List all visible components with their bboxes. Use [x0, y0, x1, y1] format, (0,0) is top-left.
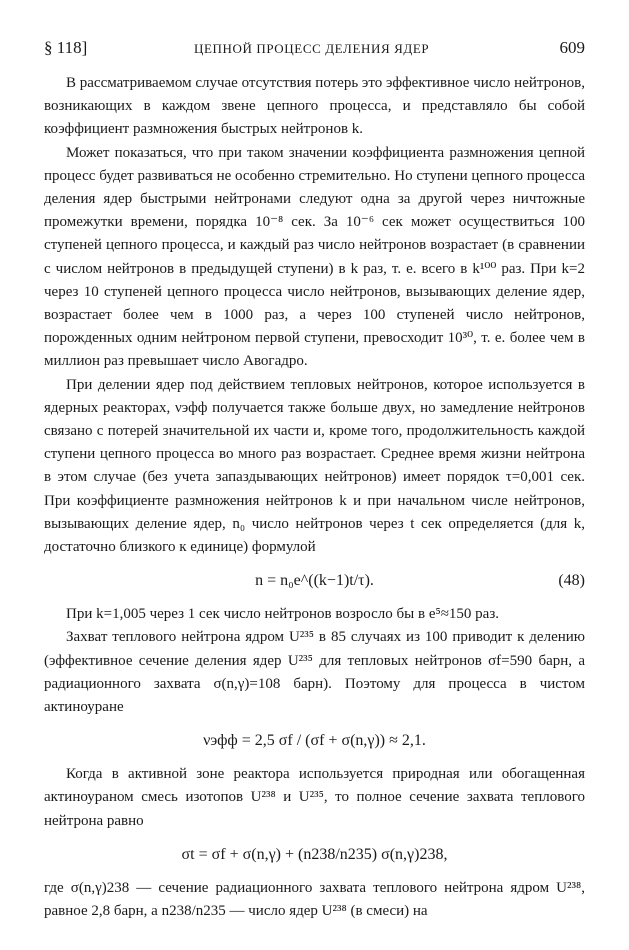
paragraph-6: Когда в активной зоне реактора используется природная или обогащенная актиноураном смесь изотопов U²³⁸ и U²³⁵, то полное сечение захвата теплового нейтрона равно	[44, 766, 585, 829]
formula-48-number: (48)	[558, 572, 585, 590]
page-number: 609	[559, 38, 585, 57]
formula-48-expression: n = n₀e^((k−1)t/τ).	[255, 572, 374, 590]
paragraph-4: При k=1,005 через 1 сек число нейтронов возросло бы в e⁵≈150 раз.	[66, 606, 500, 623]
paragraph-7: где σ(n,γ)238 — сечение радиационного захвата теплового нейтрона ядром U²³⁸, равное 2,8 барн, а n238/n235 — число ядер U²³⁸ (в смеси) на	[44, 879, 585, 920]
running-title: ЦЕПНОЙ ПРОЦЕСС ДЕЛЕНИЯ ЯДЕР	[194, 41, 430, 56]
formula-nu-eff	[44, 719, 585, 763]
section-number: § 118]	[44, 38, 88, 57]
running-header	[44, 38, 585, 68]
paragraph-1: В рассматриваемом случае отсутствия потерь это эффективное число нейтронов, возникающих в каждом звене цепного процесса, и представляло бы собой коэффициент размножения быстрых нейтронов k.	[44, 75, 585, 138]
paragraph-2: Может показаться, что при таком значении коэффициента размножения цепной процесс будет развиваться не особенно стремительно. Но ступени цепного процесса деления ядер быстрыми нейтронами следуют одна за другой через ничтожные промежутки времени, порядка 10⁻⁸ сек. За 10⁻⁶ сек может осуществиться 100 ступеней цепного процесса, и каждый раз число нейтронов возрастает (в сравнении с числом нейтронов в предыдущей ступени) в k раз, т. е. всего в k¹⁰⁰ раз. При k=2 через 10 ступеней цепного процесса число нейтронов, вызывающих деление ядер, возрастает более чем в 1000 раз, а через 100 ступеней число нейтронов, порожденных одним нейтроном первой ступени, превосходит 10³⁰, т. е. более чем в миллион раз превышает число Авогадро.	[44, 144, 585, 370]
formula-sigma-total-expression: σt = σf + σ(n,γ) + (n238/n235) σ(n,γ)238,	[181, 845, 448, 863]
paragraph-5: Захват теплового нейтрона ядром U²³⁵ в 85 случаях из 100 приводит к делению (эффективное сечение деления ядер U²³⁵ для тепловых нейтронов σf=590 барн, а радиационного захвата σ(n,γ)=108 барн). Поэтому для процесса в чистом актиноуране	[44, 629, 585, 716]
page-body	[44, 72, 585, 923]
formula-sigma-total	[44, 833, 585, 877]
formula-nu-eff-expression: νэфф = 2,5 σf / (σf + σ(n,γ)) ≈ 2,1.	[203, 732, 426, 750]
paragraph-3: При делении ядер под действием тепловых нейтронов, которое используется в ядерных реакторах, νэфф получается также больше двух, но замедление нейтронов связано с потерей значительной их части и, кроме того, продолжительность каждой ступени цепного процесса во много раз возрастает. Среднее время жизни нейтрона в этом случае (без учета запаздывающих нейтронов) имеет порядок τ=0,001 сек. При коэффициенте размножения нейтронов k и при начальном числе нейтронов, вызывающих деление ядер, n₀ число нейтронов через t сек определяется (для k, достаточно близкого к единице) формулой	[44, 376, 585, 556]
formula-48	[44, 559, 585, 603]
